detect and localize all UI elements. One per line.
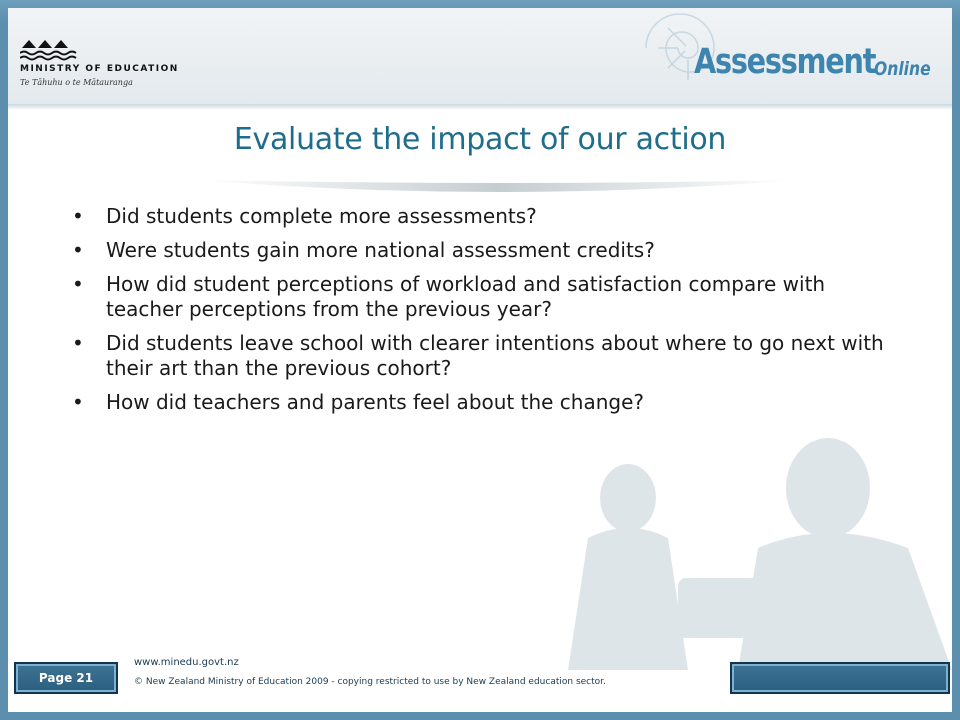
bullet-text: How did student perceptions of workload and satisfaction compare with teacher perceptions from the previous year? [106,272,826,321]
footer-url[interactable]: www.minedu.govt.nz [134,657,239,668]
ministry-name: MINISTRY OF EDUCATION [20,64,179,74]
brand-main-text: Assessment [694,42,876,82]
bullet-icon: • [72,272,84,296]
list-item [70,238,890,263]
list-item [70,272,890,322]
title-underline-decoration [198,174,798,200]
brand-sub-text: Online [874,58,931,80]
bullet-text: Did students leave school with clearer intentions about where to go next with their art than the previous cohort? [106,331,884,380]
page-number-badge: Page 21 [14,662,118,694]
ministry-logo [20,38,260,100]
students-background-photo [528,438,952,670]
bullet-icon: • [72,390,84,414]
footer-copyright: © New Zealand Ministry of Education 2009 - copying restricted to use by New Zealand education sector. [134,677,606,687]
ministry-emblem-icon [20,38,86,62]
bullet-text: Did students complete more assessments? [106,204,537,228]
slide-title: Evaluate the impact of our action [233,122,727,157]
slide [8,8,952,712]
bullet-icon: • [72,204,84,228]
bullet-list [70,204,890,424]
footer-bar-right [730,662,950,694]
ministry-subtitle: Te Tāhuhu o te Mātauranga [20,78,133,87]
list-item [70,331,890,381]
bullet-icon: • [72,331,84,355]
bullet-icon: • [72,238,84,262]
bullet-text: Were students gain more national assessment credits? [106,238,655,262]
bullet-text: How did teachers and parents feel about the change? [106,390,645,414]
header-rule [8,104,952,110]
list-item [70,390,890,415]
list-item [70,204,890,229]
assessment-online-logo [694,42,931,92]
